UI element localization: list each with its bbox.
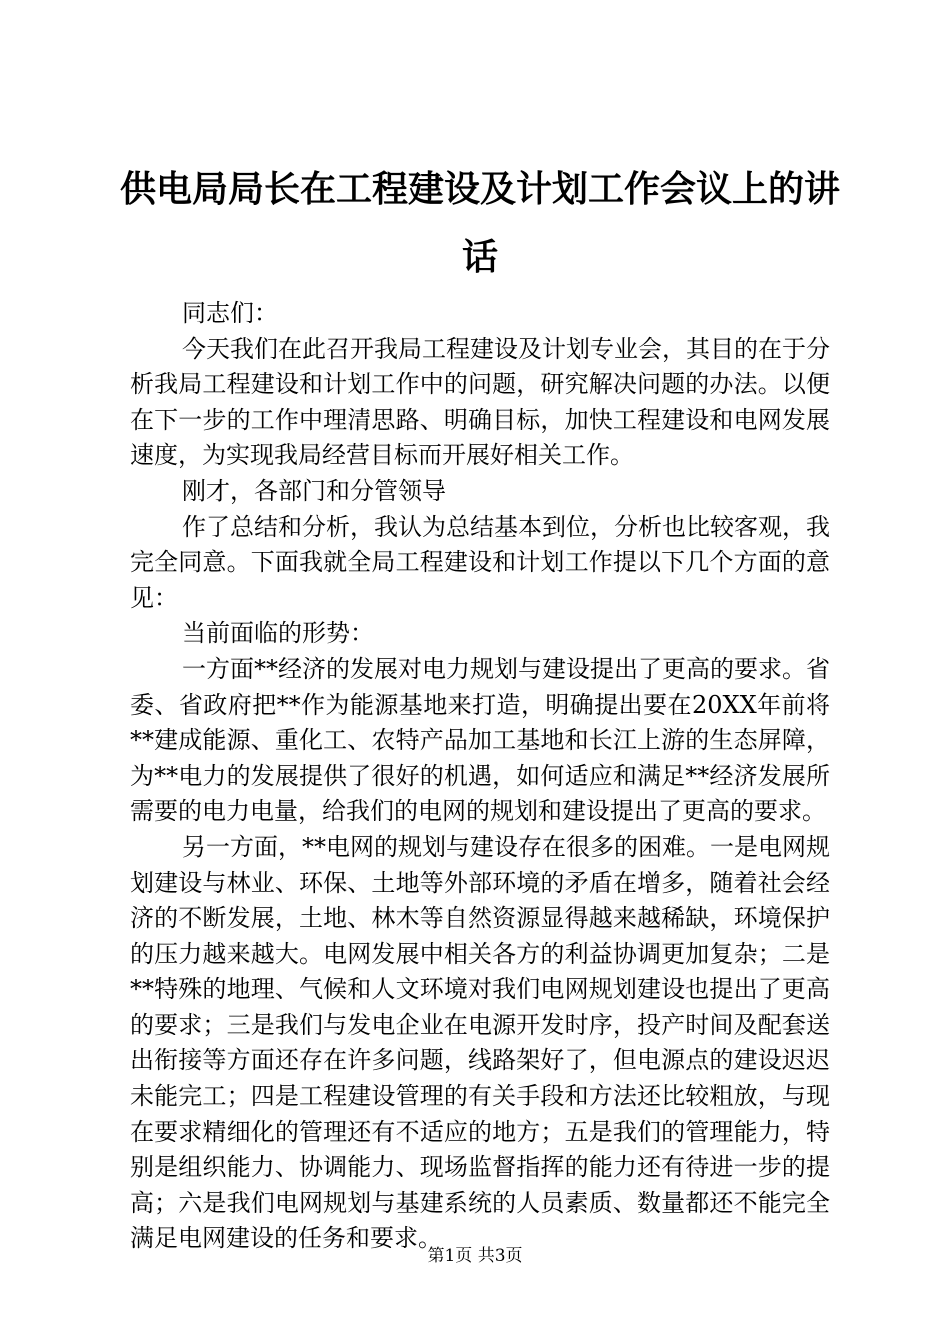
- paragraph-difficulties: 另一方面，**电网的规划与建设存在很多的困难。一是电网规划建设与林业、环保、土地等外部环境的矛盾在增多，随着社会经济的不断发展，土地、林木等自然资源显得越来越稀缺，环境保护的压力越来越大。电网发展中相关各方的利益协调更加复杂；二是**特殊的地理、气候和人文环境对我们电网规划建设也提出了更高的要求；三是我们与发电企业在电源开发时序，投产时间及配套送出衔接等方面还存在许多问题，线路架好了，但电源点的建设迟迟未能完工；四是工程建设管理的有关手段和方法还比较粗放，与现在要求精细化的管理还有不适应的地方；五是我们的管理能力，特别是组织能力、协调能力、现场监督指挥的能力还有待进一步的提高；六是我们电网规划与基建系统的人员素质、数量都还不能完全满足电网建设的任务和要求。: [130, 832, 830, 1253]
- paragraph-situation-heading: 当前面临的形势：: [182, 619, 374, 648]
- paragraph-salutation: 同志们：: [182, 299, 278, 327]
- page-number-footer: 第1页 共3页: [427, 1246, 523, 1266]
- document-body: [130, 296, 830, 1257]
- paragraph-purpose: 今天我们在此召开我局工程建设及计划专业会，其目的在于分析我局工程建设和计划工作中的问题，研究解决问题的办法。以便在下一步的工作中理清思路、明确目标，加快工程建设和电网发展速度，为实现我局经营目标而开展好相关工作。: [130, 334, 830, 470]
- document-title: 供电局局长在工程建设及计划工作会议上的讲话: [120, 168, 841, 278]
- paragraph-opportunity: 一方面**经济的发展对电力规划与建设提出了更高的要求。省委、省政府把**作为能源基地来打造，明确提出要在20XX年前将**建成能源、重化工、农特产品加工基地和长江上游的生态屏障，为**电力的发展提供了很好的机遇，如何适应和满足**经济发展所需要的电力电量，给我们的电网的规划和建设提出了更高的要求。: [130, 654, 830, 826]
- paragraph-leaders: 刚才，各部门和分管领导: [182, 476, 446, 505]
- paragraph-summary: 作了总结和分析，我认为总结基本到位，分析也比较客观，我完全同意。下面我就全局工程建设和计划工作提以下几个方面的意见：: [130, 512, 830, 612]
